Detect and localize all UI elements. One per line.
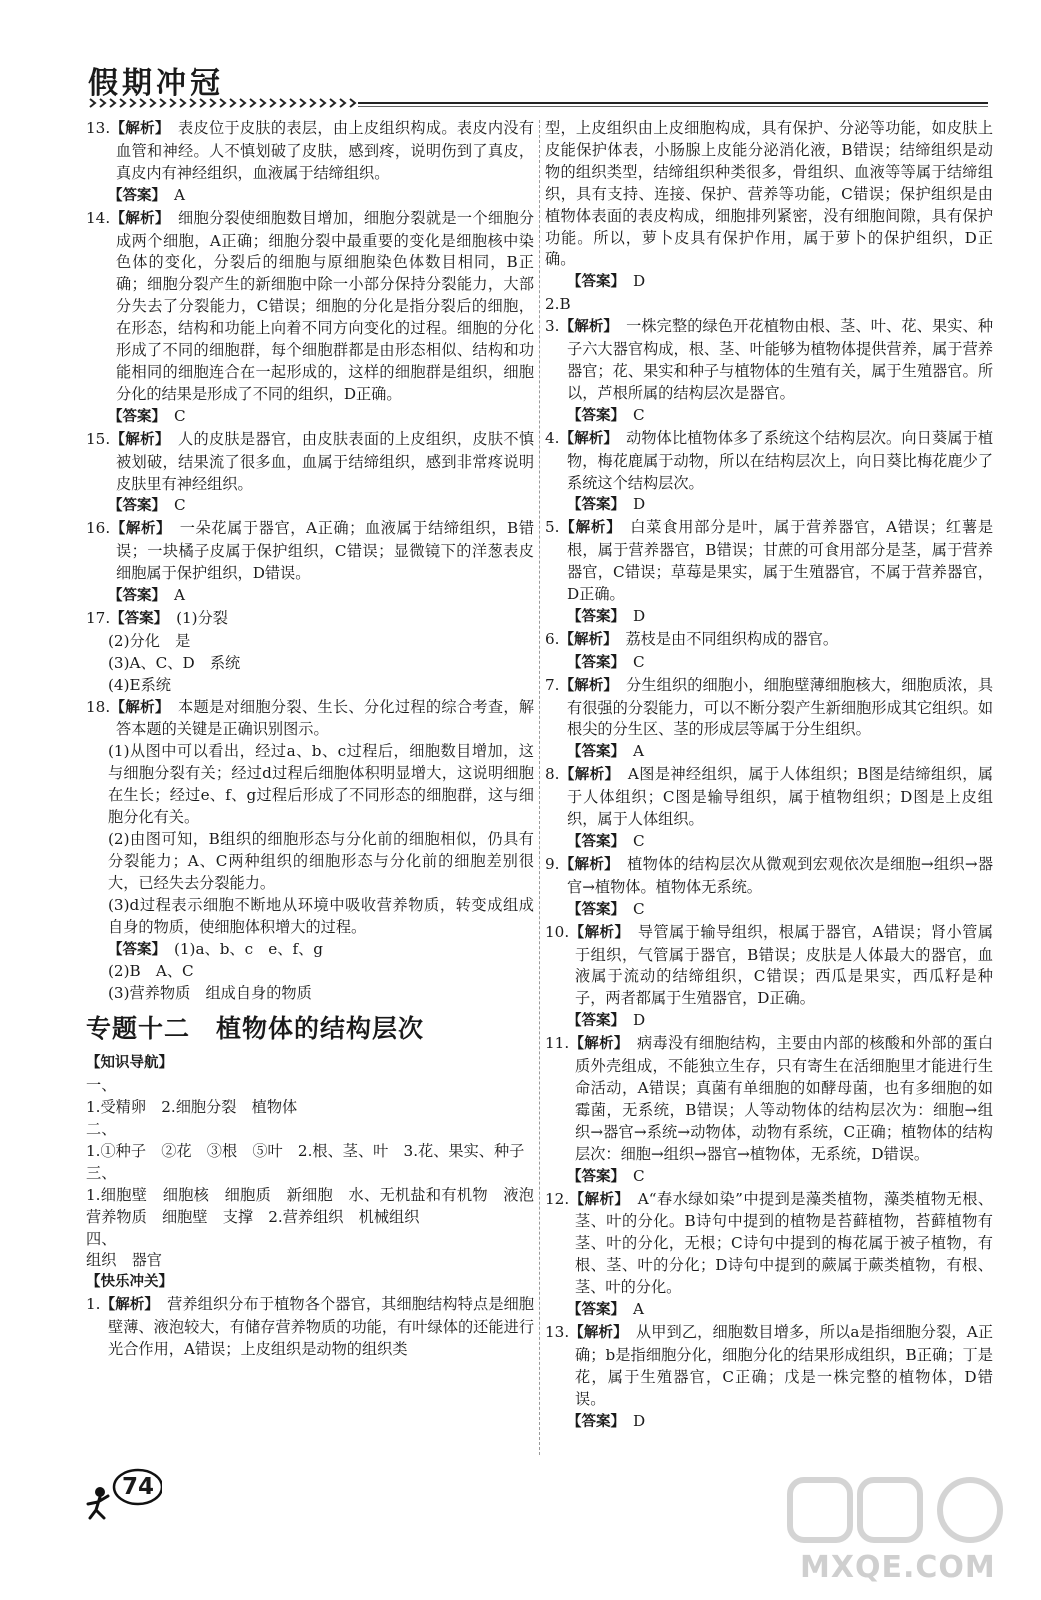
knowledge-guide-title: 【知识导航】: [86, 1055, 173, 1072]
page-number: [82, 1462, 162, 1522]
q18-analysis: 18.【解析】 本题是对细胞分裂、生长、分化过程的综合考查，解答本题的关键是正确识别图示。: [86, 697, 535, 739]
fun-q6-analysis: 6.【解析】 荔枝是由不同组织构成的器官。: [545, 629, 839, 648]
fun-q1-analysis: 1.【解析】 营养组织分布于植物各个器官，其细胞结构特点是细胞壁薄、液泡较大，有储存营养物质的功能，有叶绿体的还能进行光合作用，A错误；上皮组织是动物的组织类: [86, 1295, 535, 1359]
fun-q8-analysis: 8.【解析】 A图是神经组织，属于人体组织；B图是结缔组织，属于人体组织；C图是输导组织，属于植物组织；D图是上皮组织，属于人体组织。: [545, 765, 994, 829]
left-column: [86, 118, 550, 1361]
fun-q13-analysis: 13.【解析】 从甲到乙，细胞数目增多，所以a是指细胞分裂，A正确；b是指细胞分化，细胞分化的结果形成组织，B正确；丁是花，属于生殖器官，C正确；戊是一株完整的植物体，D错误。: [545, 1322, 994, 1408]
q15-answer: 【答案】 C: [108, 496, 186, 515]
watermark: [780, 1470, 1020, 1590]
header-rule: [358, 102, 988, 104]
header-rule-thin: [358, 106, 988, 107]
q18-answer-2: (2)B A、C: [108, 962, 194, 981]
fun-q4-analysis: 4.【解析】 动物体比植物体多了系统这个结构层次。向日葵属于植物，梅花鹿属于动物，所以在结构层次上，向日葵比梅花鹿少了系统这个结构层次。: [545, 428, 994, 492]
right-column: [545, 118, 993, 1433]
fun-q12-analysis: 12.【解析】 A“春水绿如染”中提到是藻类植物，藻类植物无根、茎、叶的分化。B诗句中提到的植物是苔藓植物，苔藓植物有茎、叶的分化，无根；C诗句中提到的梅花属于被子植物，有根、茎、叶的分化；D诗句中提到的蕨属于蕨类植物，有根、茎、叶的分化。: [545, 1189, 994, 1297]
fun-q5-answer: 【答案】 D: [567, 606, 646, 625]
watermark-text: MXQE.COM: [800, 1550, 996, 1585]
q16-analysis: 16.【解析】 一朵花属于器官，A正确；血液属于结缔组织，B错误；一块橘子皮属于保护组织，C错误；显微镜下的洋葱表皮细胞属于保护组织，D错误。: [86, 519, 535, 583]
fun-q1-continued: 型，上皮组织由上皮细胞构成，具有保护、分泌等功能，如皮肤上皮能保护体表，小肠腺上皮能分泌消化液，B错误；结缔组织是动物的组织类型，结缔组织种类很多，骨组织、血液等等属于结缔组织，具有支持、连接、保护、营养等功能，C错误；保护组织是由植物体表面的表皮构成，细胞排列紧密，没有细胞间隙，具有保护功能。所以，萝卜皮具有保护作用，属于萝卜的保护组织，D正确。: [545, 119, 993, 269]
q18-part2: (2)由图可知，B组织的细胞形态与分化前的细胞相似，仍具有分裂能力；A、C两种组织的细胞形态与分化前的细胞差别很大，已经失去分裂能力。: [108, 830, 534, 892]
q18-part1: (1)从图中可以看出，经过a、b、c过程后，细胞数目增加，这与细胞分裂有关；经过d过程后细胞体积明显增大，这说明细胞在生长；经过e、f、g过程后形成了不同形态的细胞群，这与细胞分化有关。: [108, 742, 534, 827]
fun-q13-answer: 【答案】 D: [567, 1411, 646, 1430]
guide-section-3-answers: 1.细胞壁 细胞核 细胞质 新细胞 水、无机盐和有机物 液泡 营养物质 细胞壁 支撑 2.营养组织 机械组织: [86, 1185, 550, 1226]
guide-section-4: 四、: [86, 1229, 117, 1248]
fun-q9-analysis: 9.【解析】 植物体的结构层次从微观到宏观依次是细胞→组织→器官→植物体。植物体无系统。: [545, 854, 994, 896]
column-divider: [539, 120, 540, 1455]
fun-q3-analysis: 3.【解析】 一株完整的绿色开花植物由根、茎、叶、花、果实、种子六大器官构成，根、茎、叶能够为植物体提供营养，属于营养器官；花、果实和种子与植物体的生殖有关，属于生殖器官。所以，芦根所属的结构层次是器官。: [545, 317, 994, 402]
fun-q7-analysis: 7.【解析】 分生组织的细胞小，细胞壁薄细胞核大，细胞质浓，具有很强的分裂能力，可以不断分裂产生新细胞形成其它组织。如根尖的分生区、茎的形成层等属于分生组织。: [545, 675, 994, 739]
page-number-text: 74: [122, 1474, 155, 1500]
guide-section-3: 三、: [86, 1163, 117, 1182]
q18-answer-3: (3)营养物质 组成自身的物质: [108, 984, 312, 1003]
fun-q10-answer: 【答案】 D: [567, 1011, 646, 1030]
fun-q7-answer: 【答案】 A: [567, 742, 644, 761]
q17-line4: (4)E系统: [108, 675, 171, 694]
q16-answer: 【答案】 A: [108, 586, 185, 605]
guide-section-2: 二、: [86, 1119, 117, 1138]
guide-section-1-answers: 1.受精卵 2.细胞分裂 植物体: [86, 1098, 298, 1117]
watermark-logo-icon: [780, 1470, 1020, 1550]
q17-line2: (2)分化 是: [108, 631, 191, 650]
q15-analysis: 15.【解析】 人的皮肤是器官，由皮肤表面的上皮组织，皮肤不慎被划破，结果流了很多血，血属于结缔组织，感到非常疼说明皮肤里有神经组织。: [86, 429, 535, 493]
q13-analysis: 13.【解析】 表皮位于皮肤的表层，由上皮组织构成。表皮内没有血管和神经。人不慎划破了皮肤，感到疼，说明伤到了真皮，真皮内有神经组织，血液属于结缔组织。: [86, 119, 535, 182]
q14-answer: 【答案】 C: [108, 406, 186, 425]
fun-q4-answer: 【答案】 D: [567, 495, 646, 514]
page-header: [88, 58, 988, 110]
fun-q3-answer: 【答案】 C: [567, 405, 645, 424]
guide-section-1: 一、: [86, 1076, 117, 1095]
q14-analysis: 14.【解析】 细胞分裂使细胞数目增加，细胞分裂就是一个细胞分成两个细胞，A正确；细胞分裂中最重要的变化是细胞核中染色体的变化，分裂后的细胞与原细胞染色体数目相同，B正确；细胞分裂产生的新细胞中除一小部分保持分裂能力，大部分失去了分裂能力，C错误；细胞的分化是指分裂后的细胞，在形态，结构和功能上向着不同方向变化的过程。细胞的分化形成了不同的细胞群，每个细胞群都是由形态相似、结构和功能相同的细胞连合在一起形成的，这样的细胞群是组织，细胞分化的结果是形成了不同的组织，D正确。: [86, 208, 535, 403]
topic-title: 专题十二 植物体的结构层次: [86, 1014, 425, 1044]
fun-q8-answer: 【答案】 C: [567, 832, 645, 850]
guide-section-4-answers: 组织 器官: [86, 1251, 162, 1270]
fun-q9-answer: 【答案】 C: [567, 899, 645, 918]
fun-q12-answer: 【答案】 A: [567, 1300, 644, 1319]
q17-answer: 17.【答案】 (1)分裂: [86, 608, 228, 627]
fun-q6-answer: 【答案】 C: [567, 652, 645, 671]
fun-q11-analysis: 11.【解析】 病毒没有细胞结构，主要由内部的核酸和外部的蛋白质外壳组成，不能独立生存，只有寄生在活细胞里才能进行生命活动，A错误；真菌有单细胞的如酵母菌，也有多细胞的如霉菌，无系统，B错误；人等动物体的结构层次为：细胞→组织→器官→系统→动物体，动物有系统，C正确；植物体的结构层次：细胞→组织→器官→植物体，无系统，D错误。: [545, 1034, 994, 1163]
chevron-rule-icon: [88, 98, 358, 108]
q18-part3: (3)d过程表示细胞不断地从环境中吸收营养物质，转变成组成自身的物质，使细胞体积增大的过程。: [108, 895, 534, 936]
fun-q10-analysis: 10.【解析】 导管属于输导组织，根属于器官，A错误；肾小管属于组织，气管属于器官，B错误；皮肤是人体最大的器官，血液属于流动的结缔组织，C错误；西瓜是果实，西瓜籽是种子，两者都属于生殖器官，D正确。: [545, 922, 994, 1008]
fun-q1-answer: 【答案】 D: [567, 272, 646, 291]
guide-section-2-answers: 1.①种子 ②花 ③根 ⑤叶 2.根、茎、叶 3.花、果实、种子: [86, 1141, 525, 1160]
fun-q2-answer: 2.B: [545, 295, 571, 314]
fun-challenge-title: 【快乐冲关】: [86, 1274, 173, 1291]
fun-q11-answer: 【答案】 C: [567, 1166, 645, 1185]
q17-line3: (3)A、C、D 系统: [108, 653, 241, 672]
brand-title: 假期冲冠: [88, 66, 224, 101]
fun-q5-analysis: 5.【解析】 白菜食用部分是叶，属于营养器官，A错误；红薯是根，属于营养器官，B错误；甘蔗的可食用部分是茎，属于营养器官，C错误；草莓是果实，属于生殖器官，不属于营养器官，D正确。: [545, 518, 994, 604]
q13-answer: 【答案】 A: [108, 185, 185, 204]
q18-answer: 【答案】 (1)a、b、c e、f、g: [108, 939, 324, 958]
